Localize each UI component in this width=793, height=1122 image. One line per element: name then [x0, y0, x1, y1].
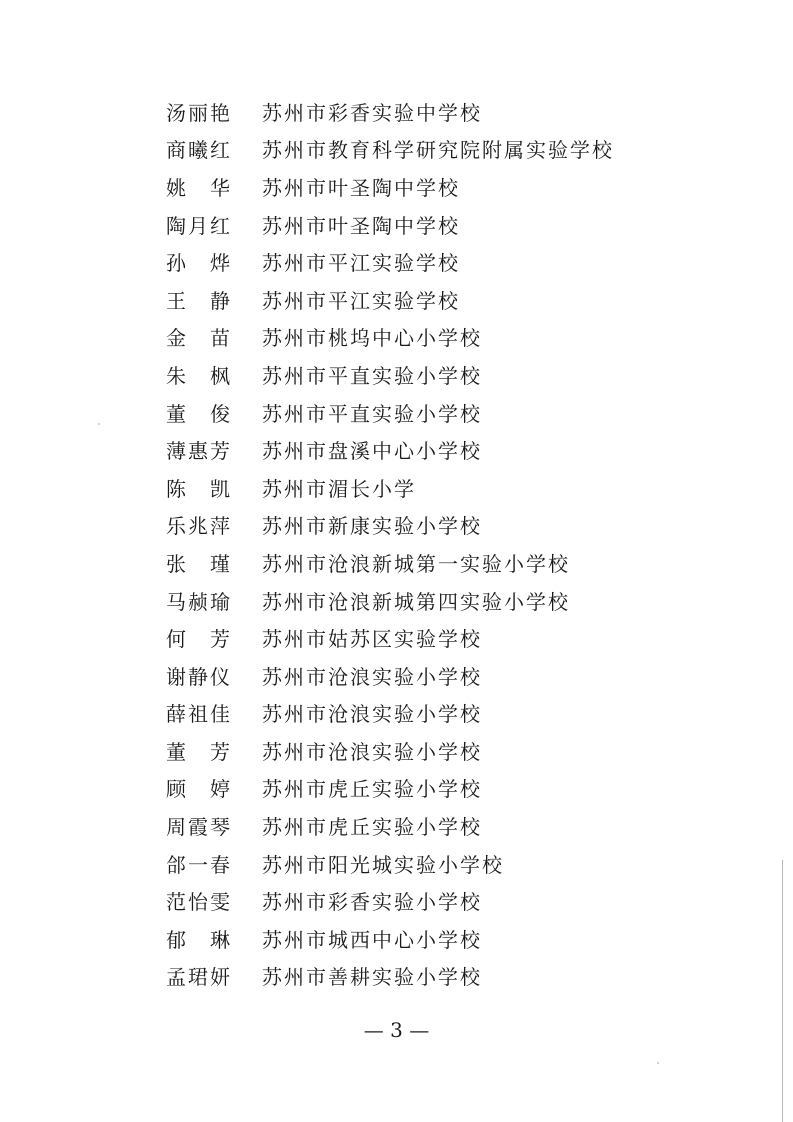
teacher-name: 范怡雯: [166, 890, 230, 915]
teacher-name: 薄惠芳: [166, 439, 230, 464]
roster-row: [166, 771, 726, 809]
school-name: 苏州市平江实验学校: [262, 288, 460, 313]
roster-row: [166, 620, 726, 658]
teacher-name: 汤丽艳: [166, 100, 230, 125]
roster-row: [166, 169, 726, 207]
scan-speck: [98, 423, 100, 425]
roster-row: [166, 470, 726, 508]
school-name: 苏州市沧浪新城第四实验小学校: [262, 589, 570, 614]
teacher-name: 郁琳: [166, 927, 230, 952]
teacher-name: 孟珺妍: [166, 965, 230, 990]
roster-row: [166, 846, 726, 884]
roster-row: [166, 583, 726, 621]
roster-row: [166, 883, 726, 921]
school-name: 苏州市彩香实验小学校: [262, 890, 482, 915]
roster-row: [166, 545, 726, 583]
school-name: 苏州市沧浪实验小学校: [262, 664, 482, 689]
teacher-name: 商曦红: [166, 138, 230, 163]
teacher-name: 金苗: [166, 326, 230, 351]
teacher-name: 朱枫: [166, 363, 230, 388]
school-name: 苏州市平直实验小学校: [262, 363, 482, 388]
teacher-name: 王静: [166, 288, 230, 313]
school-name: 苏州市阳光城实验小学校: [262, 852, 504, 877]
scan-speck: [657, 1062, 659, 1064]
teacher-name: 孙烨: [166, 251, 230, 276]
teacher-name: 顾婷: [166, 777, 230, 802]
school-name: 苏州市沧浪实验小学校: [262, 739, 482, 764]
teacher-name: 陈凯: [166, 476, 230, 501]
teacher-name: 董俊: [166, 401, 230, 426]
scan-edge-line: [782, 860, 783, 1122]
teacher-name: 姚华: [166, 175, 230, 200]
page-number: — 3 —: [363, 1018, 430, 1042]
teacher-name: 董芳: [166, 739, 230, 764]
school-name: 苏州市教育科学研究院附属实验学校: [262, 138, 614, 163]
roster-row: [166, 432, 726, 470]
roster-row: [166, 808, 726, 846]
roster-row: [166, 132, 726, 170]
teacher-roster: [166, 94, 726, 996]
school-name: 苏州市新康实验小学校: [262, 514, 482, 539]
school-name: 苏州市虎丘实验小学校: [262, 815, 482, 840]
roster-row: [166, 94, 726, 132]
roster-row: [166, 733, 726, 771]
teacher-name: 郃一春: [166, 852, 230, 877]
teacher-name: 陶月红: [166, 213, 230, 238]
teacher-name: 马赪瑜: [166, 589, 230, 614]
teacher-name: 周霞琴: [166, 815, 230, 840]
school-name: 苏州市姑苏区实验学校: [262, 627, 482, 652]
roster-row: [166, 244, 726, 282]
school-name: 苏州市善耕实验小学校: [262, 965, 482, 990]
roster-row: [166, 357, 726, 395]
teacher-name: 张瑾: [166, 551, 230, 576]
teacher-name: 薛祖佳: [166, 702, 230, 727]
teacher-name: 谢静仪: [166, 664, 230, 689]
roster-row: [166, 282, 726, 320]
school-name: 苏州市彩香实验中学校: [262, 100, 482, 125]
school-name: 苏州市沧浪新城第一实验小学校: [262, 551, 570, 576]
roster-row: [166, 508, 726, 546]
school-name: 苏州市叶圣陶中学校: [262, 175, 460, 200]
roster-row: [166, 395, 726, 433]
school-name: 苏州市平江实验学校: [262, 251, 460, 276]
school-name: 苏州市叶圣陶中学校: [262, 213, 460, 238]
school-name: 苏州市盘溪中心小学校: [262, 439, 482, 464]
roster-row: [166, 696, 726, 734]
roster-row: [166, 658, 726, 696]
school-name: 苏州市平直实验小学校: [262, 401, 482, 426]
roster-row: [166, 921, 726, 959]
roster-row: [166, 320, 726, 358]
roster-row: [166, 207, 726, 245]
school-name: 苏州市湄长小学: [262, 476, 416, 501]
school-name: 苏州市虎丘实验小学校: [262, 777, 482, 802]
teacher-name: 乐兆萍: [166, 514, 230, 539]
roster-row: [166, 959, 726, 997]
school-name: 苏州市桃坞中心小学校: [262, 326, 482, 351]
school-name: 苏州市城西中心小学校: [262, 927, 482, 952]
school-name: 苏州市沧浪实验小学校: [262, 702, 482, 727]
teacher-name: 何芳: [166, 627, 230, 652]
